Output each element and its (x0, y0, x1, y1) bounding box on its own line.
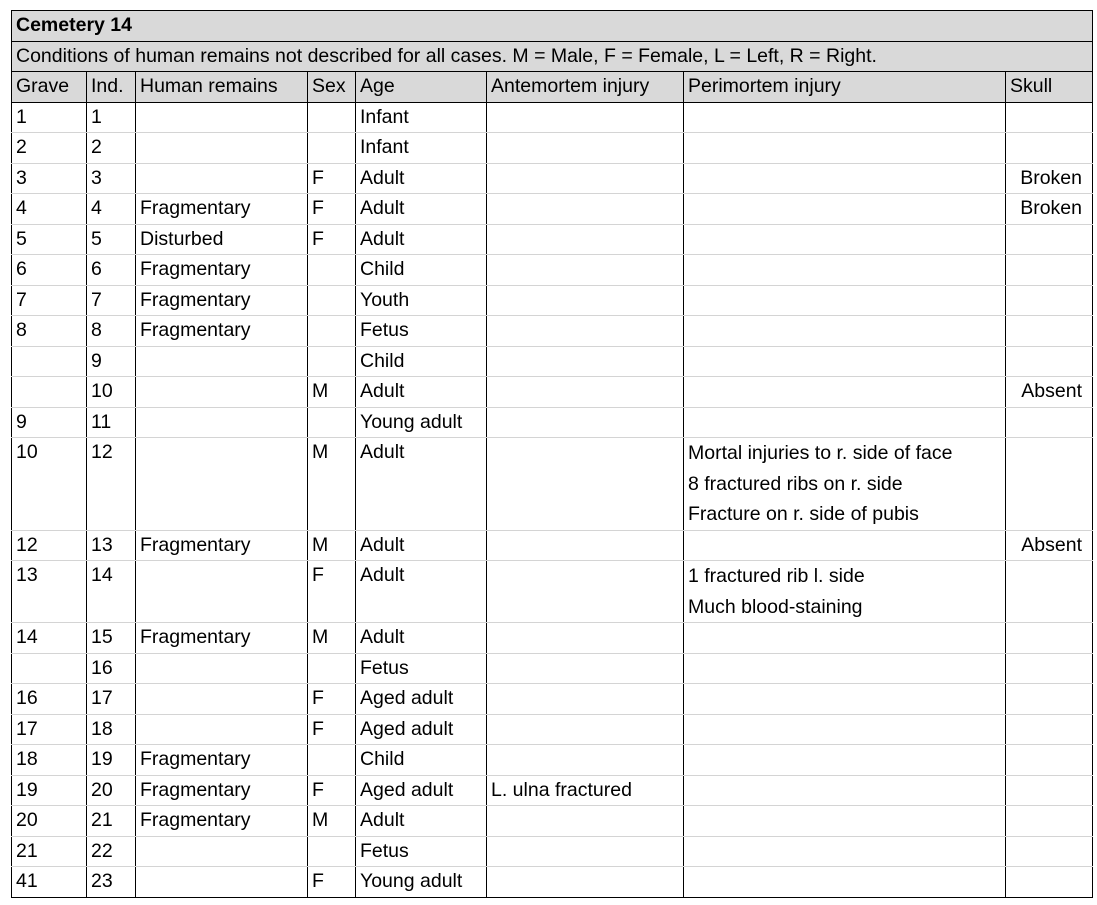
table-row (12, 530, 1093, 561)
cell-human-remains (136, 867, 308, 898)
cell-human-remains: Fragmentary (136, 316, 308, 347)
cell-perimortem (684, 377, 1006, 408)
cell-sex: M (308, 438, 356, 531)
cell-human-remains (136, 102, 308, 133)
col-header-sex: Sex (308, 72, 356, 103)
cell-perimortem (684, 194, 1006, 225)
cell-sex: F (308, 561, 356, 623)
cell-antemortem: L. ulna fractured (487, 775, 684, 806)
cell-ind: 3 (87, 163, 136, 194)
cell-age: Adult (356, 224, 487, 255)
table-row (12, 653, 1093, 684)
cell-grave: 16 (12, 684, 87, 715)
cell-grave: 1 (12, 102, 87, 133)
cell-skull (1006, 316, 1093, 347)
cell-grave: 5 (12, 224, 87, 255)
cell-human-remains: Fragmentary (136, 530, 308, 561)
table-row (12, 285, 1093, 316)
cell-perimortem (684, 684, 1006, 715)
cell-age: Fetus (356, 836, 487, 867)
cell-human-remains (136, 377, 308, 408)
perimortem-line: Fracture on r. side of pubis (688, 503, 919, 525)
cell-sex (308, 745, 356, 776)
cell-perimortem (684, 775, 1006, 806)
table-caption: Conditions of human remains not described for all cases. M = Male, F = Female, L = Left, R = Right. (12, 41, 1093, 72)
col-header-skull: Skull (1006, 72, 1093, 103)
cell-antemortem (487, 133, 684, 164)
cell-grave: 4 (12, 194, 87, 225)
cell-human-remains: Fragmentary (136, 255, 308, 286)
cell-perimortem (684, 346, 1006, 377)
cell-human-remains: Fragmentary (136, 194, 308, 225)
cell-antemortem (487, 867, 684, 898)
cell-antemortem (487, 806, 684, 837)
cell-grave: 2 (12, 133, 87, 164)
cell-antemortem (487, 346, 684, 377)
table-row (12, 684, 1093, 715)
cell-grave: 8 (12, 316, 87, 347)
cell-perimortem (684, 806, 1006, 837)
col-header-age: Age (356, 72, 487, 103)
cell-ind: 18 (87, 714, 136, 745)
cell-sex: M (308, 806, 356, 837)
cell-ind: 22 (87, 836, 136, 867)
cell-perimortem (684, 285, 1006, 316)
cemetery-table-sheet (11, 10, 1092, 898)
cell-ind: 23 (87, 867, 136, 898)
cell-sex (308, 316, 356, 347)
cell-skull (1006, 407, 1093, 438)
cell-sex (308, 255, 356, 286)
cell-age: Aged adult (356, 714, 487, 745)
cell-human-remains: Fragmentary (136, 285, 308, 316)
cell-antemortem (487, 224, 684, 255)
cell-skull (1006, 867, 1093, 898)
cell-sex: M (308, 377, 356, 408)
cell-antemortem (487, 438, 684, 531)
cell-age: Young adult (356, 407, 487, 438)
cell-grave: 17 (12, 714, 87, 745)
cell-ind: 13 (87, 530, 136, 561)
cell-grave: 18 (12, 745, 87, 776)
cell-skull (1006, 561, 1093, 623)
cell-grave: 6 (12, 255, 87, 286)
cell-antemortem (487, 623, 684, 654)
cell-skull (1006, 836, 1093, 867)
cell-antemortem (487, 285, 684, 316)
cell-human-remains (136, 653, 308, 684)
cell-grave: 7 (12, 285, 87, 316)
cell-ind: 16 (87, 653, 136, 684)
cell-grave: 21 (12, 836, 87, 867)
cell-human-remains: Fragmentary (136, 806, 308, 837)
cell-perimortem (684, 745, 1006, 776)
cell-antemortem (487, 561, 684, 623)
table-row (12, 316, 1093, 347)
col-header-human-remains: Human remains (136, 72, 308, 103)
cell-sex (308, 133, 356, 164)
table-row (12, 194, 1093, 225)
cell-ind: 5 (87, 224, 136, 255)
cell-perimortem (684, 133, 1006, 164)
cell-grave: 9 (12, 407, 87, 438)
perimortem-line: Mortal injuries to r. side of face (688, 442, 953, 464)
cell-perimortem (684, 255, 1006, 286)
cell-skull (1006, 133, 1093, 164)
cell-antemortem (487, 653, 684, 684)
cell-ind: 12 (87, 438, 136, 531)
cell-ind: 8 (87, 316, 136, 347)
cell-age: Fetus (356, 653, 487, 684)
col-header-ind: Ind. (87, 72, 136, 103)
cell-perimortem (684, 102, 1006, 133)
cell-grave: 14 (12, 623, 87, 654)
cell-sex: F (308, 194, 356, 225)
cell-age: Youth (356, 285, 487, 316)
cell-age: Aged adult (356, 684, 487, 715)
cell-skull: Absent (1006, 377, 1093, 408)
cell-age: Adult (356, 623, 487, 654)
cell-human-remains (136, 684, 308, 715)
cell-age: Fetus (356, 316, 487, 347)
cell-sex: F (308, 775, 356, 806)
header-row (12, 72, 1093, 103)
cell-human-remains: Disturbed (136, 224, 308, 255)
cell-grave: 3 (12, 163, 87, 194)
cell-skull (1006, 623, 1093, 654)
table-title: Cemetery 14 (12, 11, 1093, 42)
perimortem-line: Much blood-staining (688, 595, 863, 618)
cell-skull (1006, 684, 1093, 715)
cell-sex: M (308, 530, 356, 561)
cell-antemortem (487, 255, 684, 286)
cell-antemortem (487, 530, 684, 561)
cell-sex: F (308, 714, 356, 745)
cell-human-remains (136, 714, 308, 745)
cell-age: Adult (356, 194, 487, 225)
cell-sex: F (308, 867, 356, 898)
cell-human-remains (136, 163, 308, 194)
cell-antemortem (487, 714, 684, 745)
cell-ind: 20 (87, 775, 136, 806)
cell-human-remains (136, 346, 308, 377)
cell-age: Aged adult (356, 775, 487, 806)
col-header-grave: Grave (12, 72, 87, 103)
table-row (12, 346, 1093, 377)
cell-ind: 4 (87, 194, 136, 225)
table-row (12, 224, 1093, 255)
cell-ind: 9 (87, 346, 136, 377)
cell-age: Adult (356, 377, 487, 408)
cell-human-remains (136, 407, 308, 438)
cell-age: Adult (356, 806, 487, 837)
cell-sex: F (308, 163, 356, 194)
table-row (12, 377, 1093, 408)
cell-antemortem (487, 316, 684, 347)
cell-human-remains (136, 836, 308, 867)
cell-age: Adult (356, 438, 487, 531)
cell-sex: F (308, 224, 356, 255)
cell-skull: Broken (1006, 163, 1093, 194)
cell-perimortem (684, 224, 1006, 255)
cell-grave (12, 653, 87, 684)
cell-grave: 12 (12, 530, 87, 561)
table-row (12, 102, 1093, 133)
cell-skull (1006, 255, 1093, 286)
table-row (12, 133, 1093, 164)
cell-ind: 15 (87, 623, 136, 654)
cell-skull: Broken (1006, 194, 1093, 225)
cell-perimortem (684, 714, 1006, 745)
cell-skull (1006, 102, 1093, 133)
cell-age: Child (356, 346, 487, 377)
cell-perimortem (684, 407, 1006, 438)
cell-ind: 19 (87, 745, 136, 776)
table-row (12, 561, 1093, 623)
cell-antemortem (487, 684, 684, 715)
cell-grave: 19 (12, 775, 87, 806)
cell-antemortem (487, 163, 684, 194)
cell-antemortem (487, 836, 684, 867)
cell-age: Child (356, 745, 487, 776)
cell-perimortem (684, 653, 1006, 684)
cell-age: Infant (356, 102, 487, 133)
cell-antemortem (487, 102, 684, 133)
cell-ind: 6 (87, 255, 136, 286)
cell-human-remains: Fragmentary (136, 775, 308, 806)
col-header-antemortem-injury: Antemortem injury (487, 72, 684, 103)
cell-sex (308, 346, 356, 377)
cell-perimortem (684, 530, 1006, 561)
cell-antemortem (487, 377, 684, 408)
cell-grave: 10 (12, 438, 87, 531)
cell-ind: 21 (87, 806, 136, 837)
cell-ind: 17 (87, 684, 136, 715)
cell-sex: M (308, 623, 356, 654)
cell-sex (308, 653, 356, 684)
table-row (12, 255, 1093, 286)
cell-human-remains (136, 133, 308, 164)
perimortem-line: 8 fractured ribs on r. side (688, 472, 903, 495)
cell-skull (1006, 745, 1093, 776)
cell-skull (1006, 224, 1093, 255)
cell-ind: 2 (87, 133, 136, 164)
table-row (12, 806, 1093, 837)
table-row (12, 745, 1093, 776)
cell-sex (308, 102, 356, 133)
cell-antemortem (487, 194, 684, 225)
cell-grave (12, 377, 87, 408)
table-row (12, 714, 1093, 745)
cell-grave: 13 (12, 561, 87, 623)
table-row (12, 775, 1093, 806)
cell-skull (1006, 714, 1093, 745)
cell-human-remains: Fragmentary (136, 745, 308, 776)
cell-age: Child (356, 255, 487, 286)
perimortem-line: 1 fractured rib l. side (688, 565, 865, 587)
cell-age: Adult (356, 530, 487, 561)
table-row (12, 407, 1093, 438)
cell-skull (1006, 653, 1093, 684)
cell-perimortem (684, 438, 1006, 531)
cell-grave (12, 346, 87, 377)
cell-skull (1006, 285, 1093, 316)
cell-skull (1006, 346, 1093, 377)
cell-grave: 20 (12, 806, 87, 837)
cell-sex (308, 407, 356, 438)
cell-perimortem (684, 623, 1006, 654)
cell-antemortem (487, 745, 684, 776)
cell-ind: 7 (87, 285, 136, 316)
cell-ind: 1 (87, 102, 136, 133)
cemetery-table (11, 10, 1093, 898)
cell-age: Young adult (356, 867, 487, 898)
cell-grave: 41 (12, 867, 87, 898)
cell-antemortem (487, 407, 684, 438)
cell-sex: F (308, 684, 356, 715)
cell-perimortem (684, 316, 1006, 347)
cell-human-remains (136, 438, 308, 531)
table-row (12, 836, 1093, 867)
cell-skull (1006, 806, 1093, 837)
cell-perimortem (684, 867, 1006, 898)
cell-ind: 14 (87, 561, 136, 623)
cell-age: Adult (356, 561, 487, 623)
cell-perimortem (684, 561, 1006, 623)
cell-skull: Absent (1006, 530, 1093, 561)
cell-human-remains: Fragmentary (136, 623, 308, 654)
cell-sex (308, 836, 356, 867)
cell-skull (1006, 775, 1093, 806)
cell-human-remains (136, 561, 308, 623)
cell-age: Infant (356, 133, 487, 164)
table-row (12, 438, 1093, 531)
cell-skull (1006, 438, 1093, 531)
table-row (12, 867, 1093, 898)
cell-perimortem (684, 836, 1006, 867)
cell-ind: 11 (87, 407, 136, 438)
cell-age: Adult (356, 163, 487, 194)
cell-perimortem (684, 163, 1006, 194)
table-row (12, 623, 1093, 654)
cell-sex (308, 285, 356, 316)
table-row (12, 163, 1093, 194)
cell-ind: 10 (87, 377, 136, 408)
col-header-perimortem-injury: Perimortem injury (684, 72, 1006, 103)
